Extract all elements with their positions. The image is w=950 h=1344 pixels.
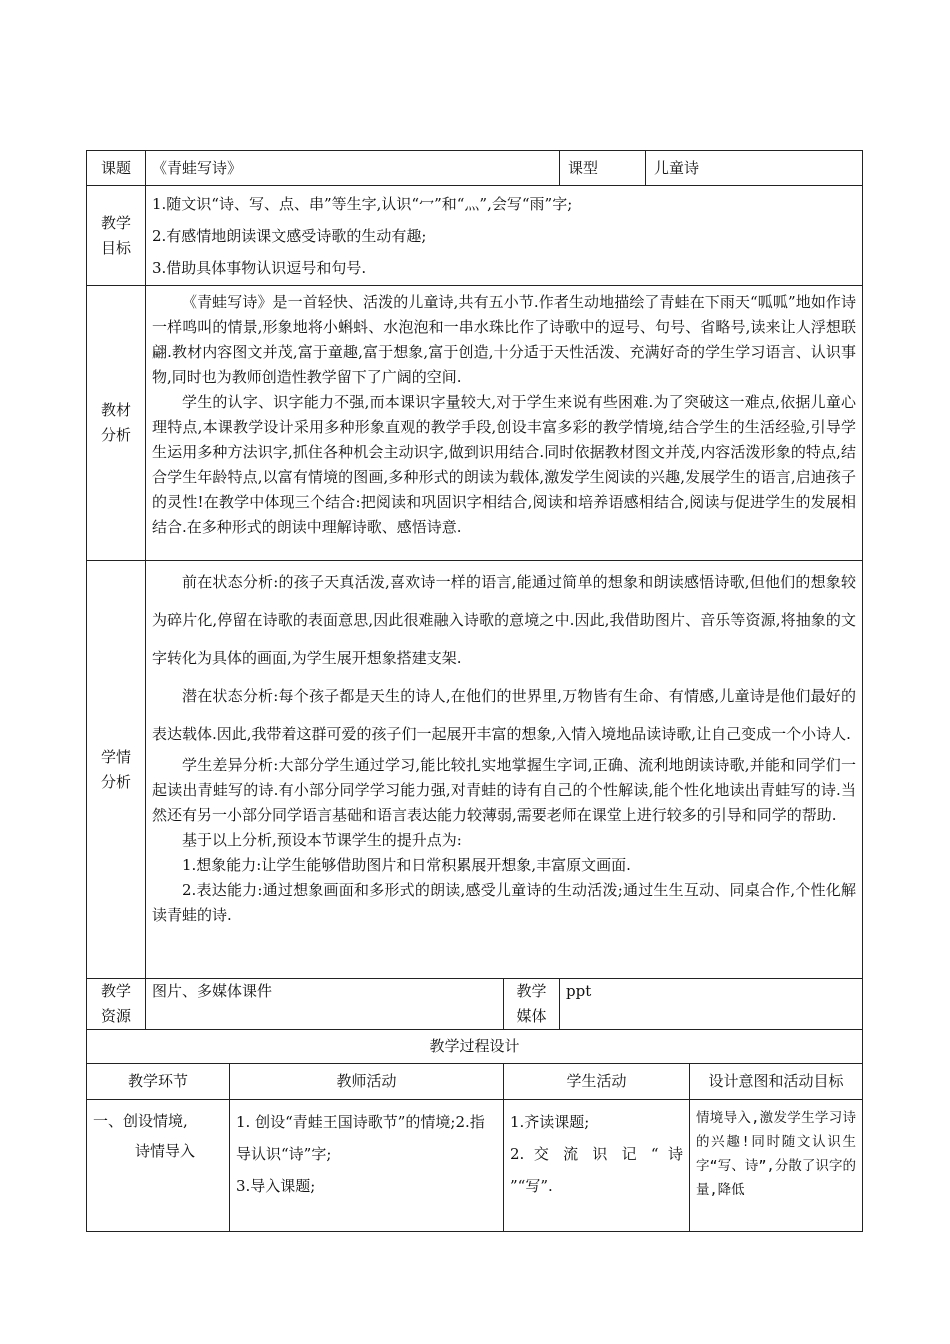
learner-paragraph: 学生差异分析:大部分学生通过学习,能比较扎实地掌握生字词,正确、流利地朗读诗歌,并能和同学们一起读出青蛙写的诗.有小部分同学学习能力强,对青蛙的诗有自己的个性解读,能个性化地读出青蛙写的诗.当然还有另一小部分同学语言基础和语言表达能力较薄弱,需要老师在课堂上进行较多的引导和同学的帮助. bbox=[152, 756, 857, 824]
learner-paragraph: 潜在状态分析:每个孩子都是天生的诗人,在他们的世界里,万物皆有生命、有情感,儿童诗是他们最好的表达载体.因此,我带着这群可爱的孩子们一起展开丰富的想象,入情入境地品读诗歌,让自己变成一个小诗人. bbox=[152, 687, 857, 743]
learner-paragraph: 前在状态分析:的孩子天真活泼,喜欢诗一样的语言,能通过简单的想象和朗读感悟诗歌,但他们的想象较为碎片化,停留在诗歌的表面意思,因此很难融入诗歌的意境之中.因此,我借助图片、音乐等资源,将抽象的文字转化为具体的画面,为学生展开想象搭建支架. bbox=[152, 573, 857, 667]
learner-paragraph: 2.表达能力:通过想象画面和多形式的朗读,感受儿童诗的生动活泼;通过生生互动、同桌合作,个性化解读青蛙的诗. bbox=[152, 881, 857, 924]
column-header: 学生活动 bbox=[504, 1064, 690, 1100]
media-label: 教学 媒体 bbox=[504, 979, 560, 1030]
teacher-activity-cell: 1. 创设“青蛙王国诗歌节”的情境;2.指导认识“诗”字; 3.导入课题; bbox=[230, 1100, 504, 1232]
goals-label: 教学 目标 bbox=[87, 186, 146, 286]
student-activity-cell: 1.齐读课题; 2. 交 流 识 记 “ 诗 ”“写”. bbox=[504, 1100, 690, 1232]
material-label: 教材 分析 bbox=[87, 286, 146, 561]
table-row bbox=[87, 1100, 863, 1232]
resources-label: 教学 资源 bbox=[87, 979, 146, 1030]
learner-paragraph: 基于以上分析,预设本节课学生的提升点为: bbox=[182, 831, 462, 849]
material-paragraph: 学生的认字、识字能力不强,而本课识字量较大,对于学生来说有些困难.为了突破这一难点,依据儿童心理特点,本课教学设计采用多种形象直观的教学手段,创设丰富多彩的教学情境,结合学生的生活经验,引导学生运用多种方法识字,抓住各种机会主动识字,做到识用结合.同时依据教材图文并茂,内容活泼形象的特点,结合学生年龄特点,以富有情境的图画,多种形式的朗读为载体,激发学生阅读的兴趣,发展学生的语言,启迪孩子的灵性!在教学中体现三个结合:把阅读和巩固识字相结合,阅读和培养语感相结合,阅读与促进学生的发展相结合.在多种形式的朗读中理解诗歌、感悟诗意. bbox=[152, 393, 857, 536]
intent-cell: 情境导入,激发学生学习诗的兴趣!同时随文认识生字“写、诗”,分散了识字的量,降低 bbox=[690, 1100, 863, 1232]
topic-value: 《青蛙写诗》 bbox=[146, 151, 560, 186]
lesson-plan bbox=[86, 150, 862, 1232]
learner-paragraph: 1.想象能力:让学生能够借助图片和日常积累展开想象,丰富原文画面. bbox=[182, 856, 631, 874]
media-value: ppt bbox=[560, 979, 863, 1030]
type-value: 儿童诗 bbox=[654, 159, 700, 177]
goals-content bbox=[146, 186, 863, 286]
goal-item: 2.有感情地朗读课文感受诗歌的生动有趣; bbox=[152, 227, 427, 245]
type-label: 课型 bbox=[560, 151, 646, 185]
goal-item: 1.随文识“诗、写、点、串”等生字,认识“冖”和“灬”,会写“雨”字; bbox=[152, 195, 573, 213]
column-header: 教学环节 bbox=[87, 1064, 230, 1100]
stage-cell: 一、创设情境, 诗情导入 bbox=[87, 1100, 230, 1232]
goal-item: 3.借助具体事物认识逗号和句号. bbox=[152, 259, 367, 277]
learner-label: 学情 分析 bbox=[87, 561, 146, 979]
column-header: 设计意图和活动目标 bbox=[690, 1064, 863, 1100]
column-header: 教师活动 bbox=[230, 1064, 504, 1100]
material-content bbox=[146, 286, 863, 561]
process-title: 教学过程设计 bbox=[87, 1030, 863, 1064]
material-paragraph: 《青蛙写诗》是一首轻快、活泼的儿童诗,共有五小节.作者生动地描绘了青蛙在下雨天“呱呱”地如作诗一样鸣叫的情景,形象地将小蝌蚪、水泡泡和一串水珠比作了诗歌中的逗号、句号、省略号,读来让人浮想联翩.教材内容图文并茂,富于童趣,富于想象,富于创造,十分适于天性活泼、充满好奇的学生学习语言、认识事物,同时也为教师创造性教学留下了广阔的空间. bbox=[152, 293, 857, 386]
learner-content bbox=[146, 561, 863, 979]
topic-label: 课题 bbox=[87, 151, 146, 186]
process-table bbox=[86, 1029, 863, 1232]
resources-value: 图片、多媒体课件 bbox=[146, 979, 504, 1030]
lesson-info-table bbox=[86, 150, 863, 1030]
